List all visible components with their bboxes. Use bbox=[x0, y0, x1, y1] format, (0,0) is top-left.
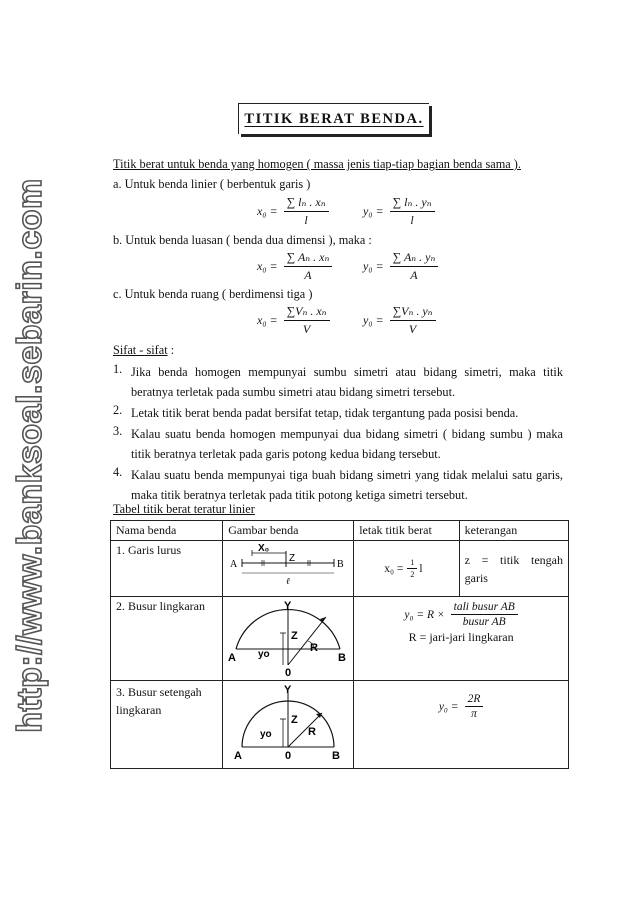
formula-lhs: y₀ = bbox=[438, 700, 459, 713]
numerator: tali busur AB bbox=[451, 601, 518, 615]
fraction bbox=[390, 304, 436, 337]
formula-rest: l bbox=[419, 562, 423, 575]
label-z: Z bbox=[291, 630, 298, 642]
formula-lhs: x₀ = bbox=[257, 204, 278, 218]
header-cell: Nama benda bbox=[111, 521, 223, 541]
case-a-label: a. Untuk benda linier ( berbentuk garis ) bbox=[113, 177, 311, 191]
table-caption: Tabel titik berat teratur linier bbox=[113, 502, 255, 516]
label-z: Z bbox=[291, 714, 298, 726]
formula-cell bbox=[354, 597, 569, 681]
denominator: busur AB bbox=[462, 616, 506, 628]
fraction bbox=[451, 601, 518, 628]
label-r: R bbox=[310, 642, 319, 654]
header-cell: keterangan bbox=[459, 521, 568, 541]
numerator: ∑ Aₙ . xₙ bbox=[284, 250, 333, 267]
figure-cell bbox=[223, 681, 354, 769]
fraction bbox=[284, 250, 333, 283]
label-x0: X₀ bbox=[258, 543, 270, 554]
formula-x0-ruang bbox=[257, 304, 330, 337]
denominator: l bbox=[410, 213, 414, 227]
numerator: ∑ lₙ . yₙ bbox=[390, 195, 435, 212]
formula-y0-linier bbox=[363, 195, 435, 228]
watermark bbox=[0, 177, 60, 733]
list-item: 2. Letak titik berat benda padat bersifat tetap, tidak tergantung pada posisi benda. bbox=[113, 403, 519, 420]
label-origin: 0 bbox=[285, 750, 292, 762]
formula-garis bbox=[384, 558, 422, 579]
sifat-heading: Sifat - sifat : bbox=[113, 343, 175, 357]
formula-lhs: y₀ = bbox=[363, 313, 384, 327]
formula-y0-luasan bbox=[363, 250, 438, 283]
formula-cell bbox=[354, 681, 569, 769]
page-title: TITIK BERAT BENDA. bbox=[244, 110, 424, 127]
fraction bbox=[465, 693, 484, 720]
figure-cell bbox=[223, 597, 354, 681]
list-item: 3. Kalau suatu benda homogen mempunyai dua bidang simetri ( bidang sumbu ) maka titik beratnya terletak pada garis potong kedua bidang tersebut. bbox=[113, 424, 563, 461]
label-b: B bbox=[337, 559, 344, 570]
table-row bbox=[111, 597, 569, 681]
row-name: 2. Busur lingkaran bbox=[111, 597, 223, 681]
numerator: 2R bbox=[465, 693, 484, 707]
numerator: 1 bbox=[407, 558, 417, 569]
intro-text: Titik berat untuk benda yang homogen ( massa jenis tiap-tiap bagian benda sama ). bbox=[113, 157, 521, 171]
formula-setengah bbox=[439, 693, 484, 720]
formula-busur bbox=[404, 601, 517, 628]
fraction bbox=[284, 304, 330, 337]
formula-x0-luasan bbox=[257, 250, 332, 283]
denominator: V bbox=[408, 322, 417, 336]
label-a: A bbox=[230, 559, 238, 570]
label-b: B bbox=[332, 750, 341, 762]
formula-cell bbox=[354, 541, 459, 597]
formula-x0-linier bbox=[257, 195, 329, 228]
table-row bbox=[111, 681, 569, 769]
case-c-label: c. Untuk benda ruang ( berdimensi tiga ) bbox=[113, 287, 313, 301]
header-cell: Gambar benda bbox=[223, 521, 354, 541]
label-a: A bbox=[234, 750, 243, 762]
label-origin: 0 bbox=[285, 667, 292, 677]
label-z: Z bbox=[289, 553, 296, 564]
label-a: A bbox=[228, 652, 237, 664]
formula-lhs: x₀ = bbox=[257, 259, 278, 273]
label-b: B bbox=[338, 652, 347, 664]
titik-berat-table bbox=[110, 520, 569, 769]
sifat-list bbox=[113, 362, 563, 506]
title-box bbox=[238, 103, 429, 134]
denominator: 2 bbox=[410, 570, 415, 579]
numerator: ∑ Aₙ . yₙ bbox=[390, 250, 439, 267]
formula-y0-ruang bbox=[363, 304, 436, 337]
garis-lurus-figure bbox=[228, 543, 348, 587]
numerator: ∑ lₙ . xₙ bbox=[284, 195, 329, 212]
row-name: 1. Garis lurus bbox=[111, 541, 223, 597]
numerator: ∑Vₙ . xₙ bbox=[284, 304, 330, 321]
formula-note: R = jari-jari lingkaran bbox=[408, 630, 514, 644]
fraction bbox=[390, 250, 439, 283]
label-yo: yo bbox=[260, 729, 272, 740]
note-cell: z = titik tengah garis bbox=[459, 541, 568, 597]
formula-lhs: x₀ = bbox=[384, 562, 404, 575]
table-row bbox=[111, 541, 569, 597]
list-item: 4. Kalau suatu benda mempunyai tiga buah bidang simetri yang tidak melalui satu garis, maka titik beratnya terletak pada titik potong ketiga simetri tersebut. bbox=[113, 465, 563, 502]
label-y: Y bbox=[284, 600, 292, 612]
busur-lingkaran-figure bbox=[228, 599, 348, 677]
watermark-text: http://www.banksoal.sebarin.com bbox=[10, 177, 49, 733]
fraction bbox=[407, 558, 417, 579]
header-cell: letak titik berat bbox=[354, 521, 459, 541]
formula-lhs: y₀ = bbox=[363, 259, 384, 273]
fraction bbox=[284, 195, 329, 228]
label-l: ℓ bbox=[286, 576, 290, 586]
fraction bbox=[390, 195, 435, 228]
denominator: l bbox=[304, 213, 308, 227]
denominator: A bbox=[410, 268, 418, 282]
formula-lhs: y₀ = R × bbox=[404, 608, 445, 621]
label-yo: yo bbox=[258, 649, 270, 660]
denominator: V bbox=[302, 322, 311, 336]
denominator: A bbox=[304, 268, 312, 282]
row-name: 3. Busur setengah lingkaran bbox=[111, 681, 223, 769]
list-item: 1. Jika benda homogen mempunyai sumbu simetri atau bidang simetri, maka titik beratnya terletak pada sumbu simetri atau bidang simetri tersebut. bbox=[113, 362, 563, 399]
label-y: Y bbox=[284, 684, 292, 696]
formula-lhs: y₀ = bbox=[363, 204, 384, 218]
label-r: R bbox=[308, 726, 317, 738]
numerator: ∑Vₙ . yₙ bbox=[390, 304, 436, 321]
denominator: π bbox=[471, 708, 477, 720]
busur-setengah-figure bbox=[228, 683, 348, 763]
formula-lhs: x₀ = bbox=[257, 313, 278, 327]
case-b-label: b. Untuk benda luasan ( benda dua dimensi ), maka : bbox=[113, 233, 372, 247]
figure-cell bbox=[223, 541, 354, 597]
table-header-row bbox=[111, 521, 569, 541]
